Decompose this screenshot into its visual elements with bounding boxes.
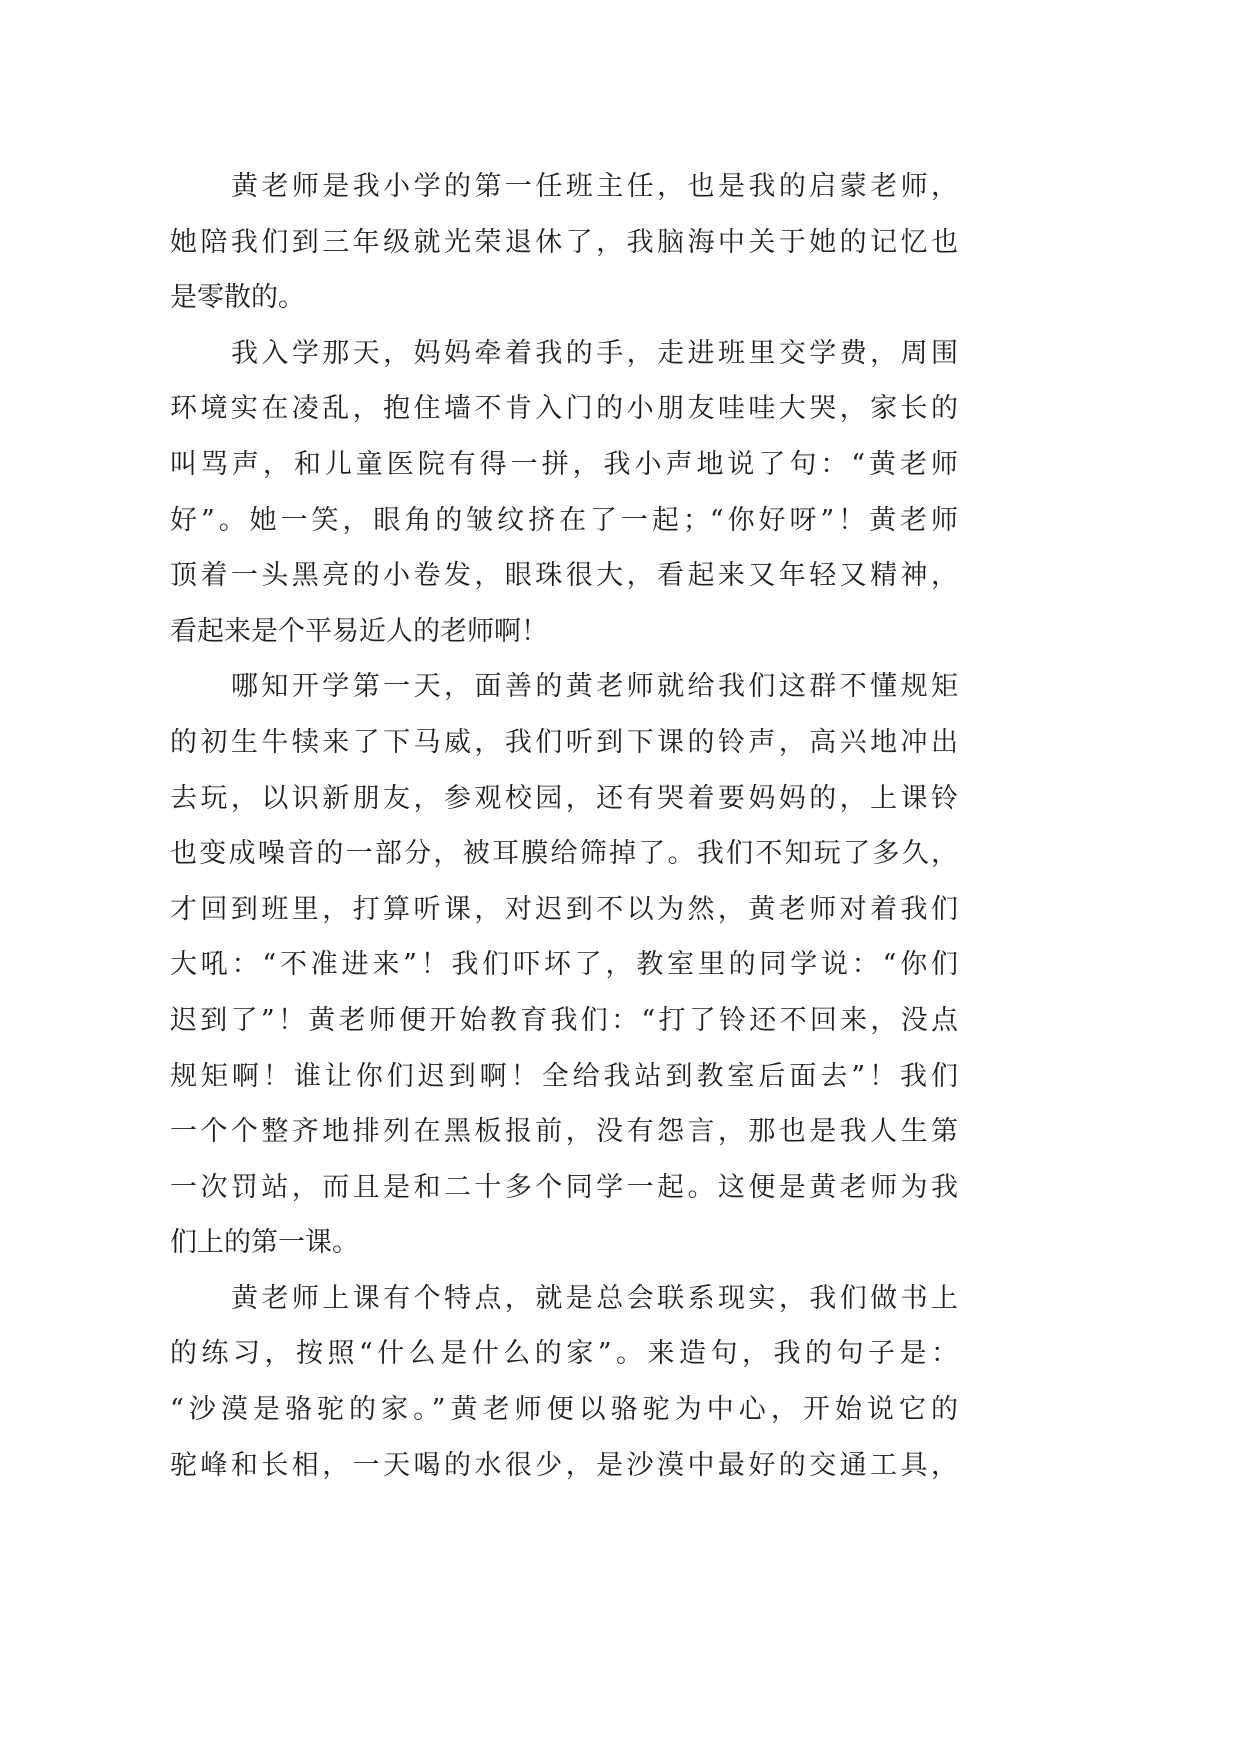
text-line: 叫骂声，和儿童医院有得一拼，我小声地说了句：“黄老师 <box>170 448 958 480</box>
paragraph <box>170 659 958 1271</box>
text-line: 也变成噪音的一部分，被耳膜给筛掉了。我们不知玩了多久， <box>170 838 958 870</box>
document-body <box>170 159 958 1493</box>
text-line: 迟到了”！黄老师便开始教育我们：“打了铃还不回来，没点 <box>170 1004 958 1036</box>
paragraph <box>170 159 958 326</box>
text-line: 驼峰和长相，一天喝的水很少，是沙漠中最好的交通工具， <box>170 1449 958 1481</box>
text-line: 是零散的。 <box>170 282 305 314</box>
text-line: “沙漠是骆驼的家。”黄老师便以骆驼为中心，开始说它的 <box>170 1394 958 1426</box>
text-line: 我入学那天，妈妈牵着我的手，走进班里交学费，周围 <box>231 337 958 369</box>
text-line: 顶着一头黑亮的小卷发，眼珠很大，看起来又年轻又精神， <box>170 560 958 592</box>
text-line: 的练习，按照“什么是什么的家”。来造句，我的句子是： <box>170 1338 958 1370</box>
paragraph <box>170 326 958 660</box>
text-line: 一次罚站，而且是和二十多个同学一起。这便是黄老师为我 <box>170 1171 958 1203</box>
text-line: 环境实在凌乱，抱住墙不肯入门的小朋友哇哇大哭，家长的 <box>170 393 958 425</box>
text-line: 她陪我们到三年级就光荣退休了，我脑海中关于她的记忆也 <box>170 226 958 258</box>
text-line: 看起来是个平易近人的老师啊！ <box>170 615 548 647</box>
text-line: 黄老师是我小学的第一任班主任，也是我的启蒙老师， <box>231 171 958 202</box>
text-line: 好”。她一笑，眼角的皱纹挤在了一起；“你好呀”！黄老师 <box>170 504 958 536</box>
text-line: 大吼：“不准进来”！我们吓坏了，教室里的同学说：“你们 <box>170 949 958 981</box>
text-line: 一个个整齐地排列在黑板报前，没有怨言，那也是我人生第 <box>170 1116 958 1148</box>
text-line: 去玩，以识新朋友，参观校园，还有哭着要妈妈的，上课铃 <box>170 782 958 814</box>
text-line: 们上的第一课。 <box>170 1227 359 1259</box>
paragraph <box>170 1271 958 1493</box>
text-line: 哪知开学第一天，面善的黄老师就给我们这群不懂规矩 <box>231 671 958 703</box>
text-line: 的初生牛犊来了下马威，我们听到下课的铃声，高兴地冲出 <box>170 726 958 758</box>
text-line: 规矩啊！谁让你们迟到啊！全给我站到教室后面去”！我们 <box>170 1060 958 1092</box>
text-line: 才回到班里，打算听课，对迟到不以为然，黄老师对着我们 <box>170 893 958 925</box>
text-line: 黄老师上课有个特点，就是总会联系现实，我们做书上 <box>231 1282 958 1314</box>
